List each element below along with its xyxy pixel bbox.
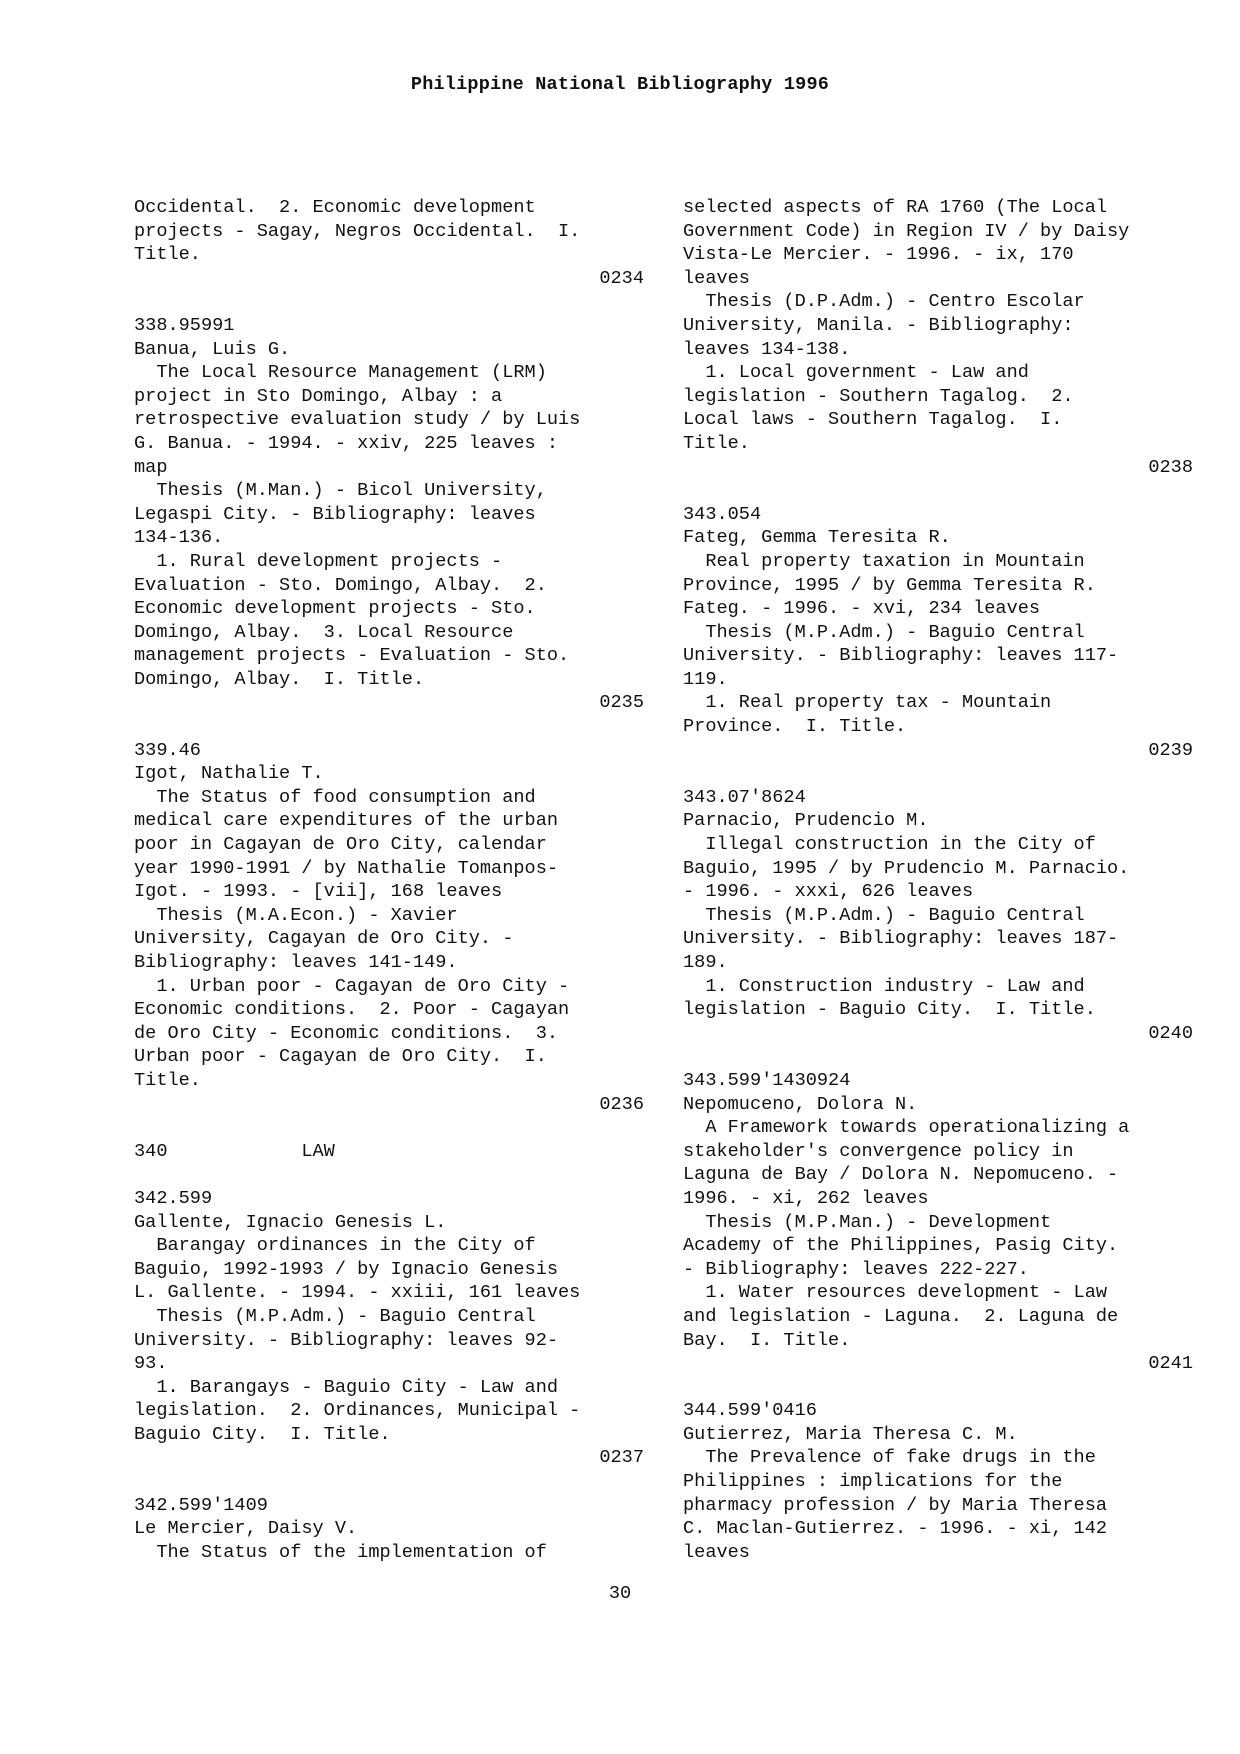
entry-line: legislation - Baguio City. I. Title. (683, 999, 1096, 1021)
entry-line: Legaspi City. - Bibliography: leaves (134, 503, 536, 525)
entry-line: Gallente, Ignacio Genesis L. (134, 1211, 447, 1233)
entry-line: selected aspects of RA 1760 (The Local (683, 197, 1108, 218)
entry-line: Title. (134, 244, 201, 266)
entry-line: pharmacy profession / by Maria Theresa (683, 1494, 1108, 1516)
entry-line: Laguna de Bay / Dolora N. Nepomuceno. - (683, 1164, 1119, 1186)
entry-line: Fateg. - 1996. - xvi, 234 leaves (683, 598, 1041, 620)
entry-line: Title. (683, 432, 750, 454)
entry-line: 343.054 (683, 503, 762, 525)
entry-spacer (134, 1470, 644, 1494)
entry-line: Barangay ordinances in the City of (134, 1235, 536, 1257)
entry-spacer (683, 762, 1193, 786)
entry-line: de Oro City - Economic conditions. 3. (134, 1022, 559, 1044)
entry-spacer (683, 479, 1193, 503)
entry-spacer (683, 1045, 1193, 1069)
entry-line: 189. (683, 952, 728, 973)
entry-line: Academy of the Philippines, Pasig City. (683, 1235, 1119, 1257)
entry-line: 1. Rural development projects - (134, 550, 503, 572)
entry-line: poor in Cagayan de Oro City, calendar (134, 834, 547, 856)
entry-spacer (134, 715, 644, 739)
entry-line: 343.599'1430924 (683, 1069, 851, 1091)
entry-line: Domingo, Albay. I. Title. (134, 668, 425, 690)
right-column (683, 196, 1193, 1564)
entry-line: leaves (683, 1541, 750, 1563)
entry-line: Economic conditions. 2. Poor - Cagayan (134, 999, 570, 1021)
entry-line: Occidental. 2. Economic development (134, 197, 536, 218)
entry-line: Economic development projects - Sto. (134, 598, 536, 620)
entry-line: Thesis (M.A.Econ.) - Xavier (134, 904, 458, 926)
entry-line: 119. (683, 668, 728, 690)
entry-line: map (134, 456, 168, 478)
entry-line: The Local Resource Management (LRM) (134, 362, 547, 384)
entry-line: Local laws - Southern Tagalog. I. (683, 409, 1063, 431)
entry-number: 0239 (1148, 739, 1193, 761)
entry-line: Le Mercier, Daisy V. (134, 1518, 358, 1540)
entry-line: 1. Water resources development - Law (683, 1282, 1108, 1304)
bibliography-entry (683, 786, 1193, 1046)
entry-line: Domingo, Albay. 3. Local Resource (134, 621, 514, 643)
entry-line: 342.599 (134, 1187, 213, 1209)
bibliography-entry (134, 1140, 644, 1164)
entry-spacer (134, 290, 644, 314)
entry-line: Thesis (M.Man.) - Bicol University, (134, 480, 547, 502)
left-column (134, 196, 644, 1564)
entry-line: Baguio, 1992-1993 / by Ignacio Genesis (134, 1258, 559, 1280)
entry-line: Baguio, 1995 / by Prudencio M. Parnacio. (683, 857, 1130, 879)
bibliography-entry (134, 1187, 644, 1470)
entry-line: 1. Real property tax - Mountain (683, 692, 1052, 714)
entry-spacer (134, 1163, 644, 1187)
entry-number: 0240 (1148, 1022, 1193, 1044)
entry-line: Illegal construction in the City of (683, 834, 1096, 856)
entry-line: Thesis (M.P.Adm.) - Baguio Central (683, 621, 1085, 643)
entry-line: Thesis (M.P.Adm.) - Baguio Central (134, 1305, 536, 1327)
entry-line: Title. (134, 1069, 201, 1091)
entry-line: - 1996. - xxxi, 626 leaves (683, 881, 974, 903)
bibliography-entry (134, 739, 644, 1117)
bibliography-entry (683, 1069, 1193, 1376)
entry-line: 134-136. (134, 527, 224, 549)
page-title: Philippine National Bibliography 1996 (410, 74, 830, 95)
entry-line: Gutierrez, Maria Theresa C. M. (683, 1423, 1018, 1445)
entry-line: Real property taxation in Mountain (683, 550, 1085, 572)
entry-line: stakeholder's convergence policy in (683, 1140, 1074, 1162)
entry-line: 93. (134, 1353, 168, 1375)
entry-line: Fateg, Gemma Teresita R. (683, 527, 951, 549)
entry-line: C. Maclan-Gutierrez. - 1996. - xi, 142 (683, 1518, 1108, 1540)
entry-line: 343.07'8624 (683, 786, 806, 808)
entry-line: 1. Urban poor - Cagayan de Oro City - (134, 975, 570, 997)
entry-line: Thesis (M.P.Adm.) - Baguio Central (683, 904, 1085, 926)
entry-line: Province, 1995 / by Gemma Teresita R. (683, 574, 1096, 596)
entry-line: G. Banua. - 1994. - xxiv, 225 leaves : (134, 432, 559, 454)
entry-line: The Status of food consumption and (134, 786, 536, 808)
entry-line: Province. I. Title. (683, 716, 907, 738)
entry-line: Banua, Luis G. (134, 338, 291, 360)
entry-line: 1. Construction industry - Law and (683, 975, 1085, 997)
bibliography-entry (134, 1494, 644, 1565)
entry-line: Thesis (M.P.Man.) - Development (683, 1211, 1052, 1233)
entry-line: 1. Local government - Law and (683, 362, 1029, 384)
entry-line: Parnacio, Prudencio M. (683, 810, 929, 832)
entry-line: year 1990-1991 / by Nathalie Tomanpos- (134, 857, 559, 879)
entry-line: A Framework towards operationalizing a (683, 1117, 1130, 1139)
bibliography-entry (683, 196, 1193, 479)
entry-line: Philippines : implications for the (683, 1471, 1063, 1493)
entry-line: Government Code) in Region IV / by Daisy (683, 220, 1130, 242)
entry-line: 1996. - xi, 262 leaves (683, 1187, 929, 1209)
entry-line: Bibliography: leaves 141-149. (134, 952, 458, 973)
bibliography-entry (683, 503, 1193, 763)
entry-number: 0235 (599, 692, 644, 714)
entry-number: 0241 (1148, 1353, 1193, 1375)
entry-line: L. Gallente. - 1994. - xxiii, 161 leaves (134, 1282, 581, 1304)
entry-line: 344.599'0416 (683, 1400, 817, 1422)
bibliography-entry (683, 1399, 1193, 1564)
entry-line: The Status of the implementation of (134, 1541, 547, 1563)
entry-line: project in Sto Domingo, Albay : a (134, 385, 503, 407)
entry-line: Igot, Nathalie T. (134, 763, 324, 785)
entry-line: Thesis (D.P.Adm.) - Centro Escolar (683, 291, 1085, 313)
bibliography-entry (134, 196, 644, 290)
entry-number: 0234 (599, 267, 644, 289)
entry-spacer (683, 1376, 1193, 1400)
entry-line: 338.95991 (134, 314, 235, 336)
entry-line: University, Manila. - Bibliography: (683, 314, 1074, 336)
entry-line: University. - Bibliography: leaves 92- (134, 1329, 559, 1351)
entry-line: leaves 134-138. (683, 338, 851, 360)
entry-line: legislation - Southern Tagalog. 2. (683, 385, 1074, 407)
entry-line: 342.599'1409 (134, 1494, 268, 1516)
entry-line: 340 LAW (134, 1140, 335, 1162)
entry-line: University. - Bibliography: leaves 117- (683, 645, 1119, 667)
page-number: 30 (608, 1583, 632, 1604)
entry-line: University. - Bibliography: leaves 187- (683, 928, 1119, 950)
bibliography-entry (134, 314, 644, 715)
entry-line: Vista-Le Mercier. - 1996. - ix, 170 (683, 244, 1074, 266)
entry-line: University, Cagayan de Oro City. - (134, 928, 514, 950)
entry-number: 0237 (599, 1447, 644, 1469)
entry-line: Nepomuceno, Dolora N. (683, 1093, 918, 1115)
entry-line: management projects - Evaluation - Sto. (134, 645, 570, 667)
entry-line: The Prevalence of fake drugs in the (683, 1447, 1096, 1469)
entry-line: Baguio City. I. Title. (134, 1423, 391, 1445)
entry-number: 0238 (1148, 456, 1193, 478)
entry-line: and legislation - Laguna. 2. Laguna de (683, 1305, 1119, 1327)
entry-line: - Bibliography: leaves 222-227. (683, 1258, 1029, 1280)
entry-line: leaves (683, 267, 750, 289)
entry-line: 339.46 (134, 739, 201, 761)
entry-line: legislation. 2. Ordinances, Municipal - (134, 1400, 581, 1422)
entry-number: 0236 (599, 1093, 644, 1115)
entry-line: retrospective evaluation study / by Luis (134, 409, 581, 431)
entry-line: medical care expenditures of the urban (134, 810, 559, 832)
entry-line: Bay. I. Title. (683, 1329, 851, 1351)
entry-line: Urban poor - Cagayan de Oro City. I. (134, 1046, 547, 1068)
entry-line: 1. Barangays - Baguio City - Law and (134, 1376, 559, 1398)
entry-line: projects - Sagay, Negros Occidental. I. (134, 220, 581, 242)
entry-line: Igot. - 1993. - [vii], 168 leaves (134, 881, 503, 903)
entry-spacer (134, 1116, 644, 1140)
entry-line: Evaluation - Sto. Domingo, Albay. 2. (134, 574, 547, 596)
